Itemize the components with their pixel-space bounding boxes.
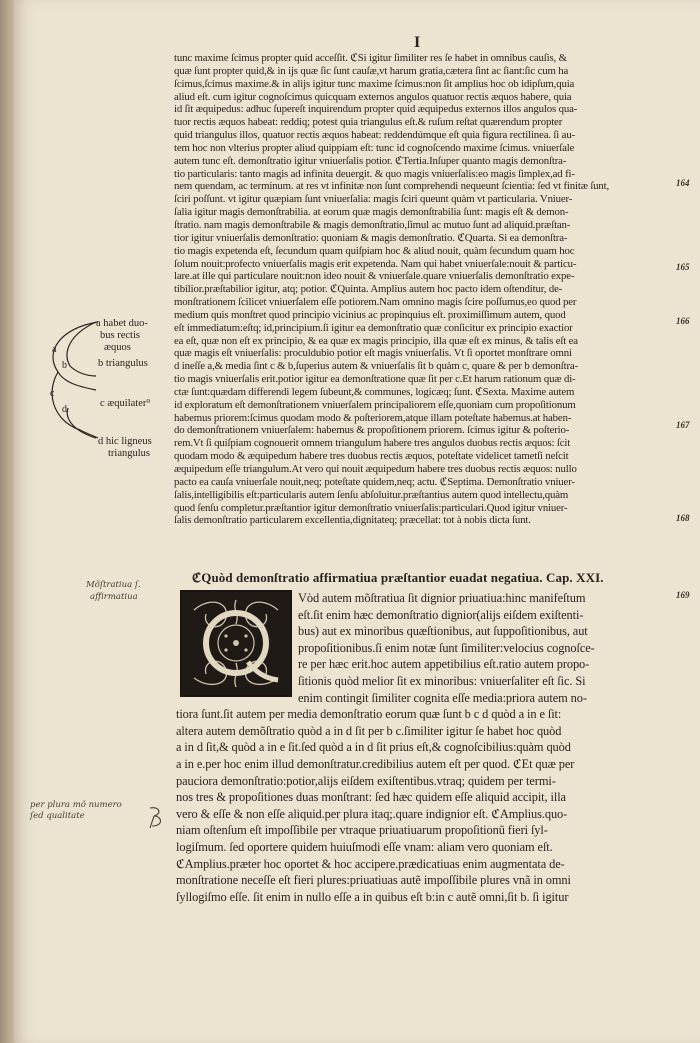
handwritten-note: per plura mõ numero: [30, 800, 122, 810]
text-line: id exploratum eſt demonſtrationem vniuerſalem principaliorem eſſe,quoniam cum propoſitionum: [174, 398, 576, 411]
text-line: tio magis expetenda eſt, ſecundum quam quiſpiam hoc & aliud nouit, quàm ſecundum quam hoc: [174, 244, 575, 257]
text-line: nos tres & propoſitiones duas monſtrant: ſed hæc quidem eſſe aliquid accipit, illa: [176, 790, 566, 805]
text-line: pacto ea cauſa vniuerſale nouit,neq; poteſtate quidem,neq; actu. ℭSeptima. Demonſtratio vniuer-: [174, 475, 575, 488]
margin-number: 169: [676, 590, 690, 600]
text-line: vero & eſſe & non eſſe aliquid.per plura itaq;.quare indignior eſt. ℭAmplius.quo-: [176, 806, 568, 821]
text-line: quæ ſunt propter quid,& in ijs quæ ſic ſunt cauſæ,vt harum gratia,cætera ſint ac ſiant:ſic cum ha: [174, 64, 569, 77]
text-line: ℭAmplius.præter hoc oportet & hoc accipere.prædicatiuas enim augmentata de-: [176, 856, 565, 871]
margin-number: 166: [676, 316, 690, 326]
text-line: lare.at ille qui particulare nouit:non ideo nouit & vniuerſale.quare vniuerſalis demonſtratio expe-: [174, 270, 575, 283]
text-line: a in e.per hoc enim illud demonſtratur.credibilius autem eſt per quod. ℭEt quæ per: [176, 756, 575, 771]
margin-number: 164: [676, 178, 690, 188]
text-line: ea eſt, quæ non eſt ex principio, & ea quæ ex magis principio, illa quæ eſt ex minus, & talis eſt ea: [174, 334, 578, 347]
text-line: a in d ſit,& quòd a in e ſit.ſed quòd a in d ſit prius eſt,& cognoſcibilius:quàm quòd: [176, 740, 571, 755]
handwritten-note: Mõſtratiua ſ.: [86, 580, 141, 590]
text-line: ſitionis quòd melior ſit ex minoribus: vniuerſaliter eſt ſic. Si: [298, 673, 586, 688]
text-line: monſtratione neceſſe eſt fieri plures:priuatiuas autẽ impoſſibile plures vnã in omni: [176, 873, 571, 888]
text-line: do demonſtrationem vniuerſalem: habemus & propoſitionem priorem. ſcimus igitur & poſterio-: [174, 424, 570, 437]
text-line: tem hoc non vlterius propter aliud quippiam eſt: tunc id cognoſcendo maxime ſcimus. vniuerſale: [174, 141, 575, 154]
text-line: monſtrationem ſcilicet vniuerſalem eſſe potiorem.Nam omnino magis ſcire poſſumus,eo quod per: [174, 296, 577, 309]
text-line: altera autem demõſtratio quòd a in d ſit per b c.ſimiliter igitur ſe habet hoc quòd: [176, 723, 562, 738]
text-line: ſciri poſſunt. vt igitur quæpiam ſunt vniuerſalia: magis ſciri queunt quàm vt particularia. Vniuer-: [174, 193, 573, 206]
text-line: logiſmum. ſed oportere quidem huiuſmodi eſſe vnam: aliam vero quoniam eſt.: [176, 839, 553, 854]
diagram-letter: c: [50, 388, 55, 399]
margin-number: 165: [676, 262, 690, 272]
diagram-letter: b: [62, 360, 67, 371]
text-line: tibilior.præſtabilior igitur, atq; potior. ℭQuinta. Amplius autem hoc pacto idem oſtenditur, de-: [174, 283, 563, 296]
text-line: eſt.ſit enim hæc demonſtratio dignior(alijs eiſdem exiſtenti-: [298, 607, 584, 622]
text-line: quodam modo & æquipedum habere tres duobus rectis æquos, poteſtate videlicet tametſi neſcit: [174, 450, 569, 463]
text-line: id ſit æquipedus: adhuc ſupereſt inquirendum propter quid æquipedus externos illos angulos qua-: [174, 103, 578, 116]
text-line: autem tunc eſt. demonſtratio igitur vniuerſalis potior. ℭTertia.Inſuper quanto magis demonſtra-: [174, 154, 567, 167]
manuscript-flourish-icon: [146, 804, 168, 830]
diagram-label: b triangulus: [98, 358, 148, 369]
chapter-heading: ℭQuòd demonſtratio affirmatiua præſtantior euadat negatiua. Cap. XXI.: [192, 570, 604, 585]
text-line: tuor rectis æquos habeat: reddiq; potest quia triangulus eſt.& ruſum reſtat quærendum propter: [174, 116, 563, 129]
text-line: propoſitionibus.ſi enim notæ ſunt ſimiliter:velocius cognoſce-: [298, 640, 595, 655]
text-line: ſyllogiſmo eſſe. ſit enim in nullo eſſe a in quibus eſt b:in c autẽ omni,ſit b. ſi igitur: [176, 889, 569, 904]
text-line: quid triangulus illos, quatuor rectis æquos habeat: reddendúmque eſt quia figura rectilinea. ſi au-: [174, 129, 576, 142]
margin-number: 168: [676, 513, 690, 523]
diagram-label: æquos: [104, 342, 131, 353]
text-line: ſalis demonſtratio particularem excellentia,dignitateq; præcellat: tot à nobis dicta ſunt.: [174, 514, 531, 527]
text-line: bus) aut ex minoribus quæſtionibus, aut ſuppoſitionibus, aut: [298, 624, 588, 639]
text-line: tio particularis: tanto magis ad infinita deuergit. & quo magis vniuerſalis:eo magis ſimplex,ad fi-: [174, 167, 575, 180]
text-line: nem quendam, ac terminum. at res vt infinitæ non ſunt comprehendi nequeunt ſcientia: ſed vt finitæ ſunt,: [174, 180, 610, 193]
chapter-text: [176, 590, 676, 905]
text-line: ctæ ſunt:quædam differendi legem ſubeunt,& communes, logicæq; ſunt. ℭSexta. Maxime autem: [174, 385, 575, 398]
text-line: eſt immediatum:eſtq; id,principium.ſi igitur ea demonſtratio quæ conſicitur ex principio exactior: [174, 321, 573, 334]
text-line: tior igitur vniuerſalis demonſtratio: quoniam & magis demonſtratio. ℭQuarta. Si ea demonſtra-: [174, 231, 568, 244]
text-line: re per hæc erit.hoc autem appetibilius eſt.ratio autem propo-: [298, 657, 590, 672]
diagram-label: c æquilater⁹: [100, 398, 151, 409]
text-line: d ineſſe a,& media ſint c & b,ſuperius autem & vniuerſalis ſit b quàm c, quare & per b demonſtra-: [174, 360, 579, 373]
diagram-letter: a: [52, 344, 57, 355]
text-line: tio magis vniuerſalis erit.potior igitur ea demonſtratione quæ ſit per c.Et harum rationum quæ di-: [174, 373, 576, 386]
text-line: æquipedum eſſe triangulum.At vero qui nouit æquipedum habere tres duobus rectis æquos: nullo: [174, 463, 577, 475]
text-line: tunc maxime ſcimus propter quid acceſſit. ℭSi igitur ſimiliter res ſe habet in omnibus cauſis, &: [174, 52, 567, 64]
diagram-label: triangulus: [108, 448, 150, 459]
text-line: ſtratio. nam magis demonſtrabile & magis demonſtratio,ſimul ac mutuo ſunt ad aliquid.præſtan-: [174, 218, 571, 231]
text-line: ſalis,intelligibilis eſt:particularis autem ſenſu abſoluitur.præſtantius autem quod intellectu,quàm: [174, 488, 569, 501]
text-line: medium quis monſtret quod principio vicinius ac propinquius eſt. proximiſſimum autem, quod: [174, 308, 566, 321]
text-line: habemus priorem:ſcimus quodam modo & poſteriorem,atque illam poteſtate habemus.at haben-: [174, 411, 572, 424]
triangle-diagram: [40, 312, 170, 472]
folio-number: I: [414, 34, 421, 51]
text-line: Vòd autem mõſtratiua ſit dignior priuatiua:hinc manifeſtum: [298, 591, 586, 605]
text-line: quæ magis eſt vniuerſalis: proculdubio potior eſt magis vniuerſalis. Vt ſi oportet monſtrare omni: [174, 347, 572, 360]
margin-number: 167: [676, 420, 690, 430]
diagram-label: d hic ligneus: [98, 436, 152, 447]
text-line: aliud eſt. cum igitur cognoſcimus quicquam externos angulos quatuor rectis æquos habere, quia: [174, 90, 572, 103]
text-line: ſcimus,ſcimus maxime.& in alijs igitur tunc maxime ſcimus:non ſit amplius hoc ob idipſum,quia: [174, 77, 575, 90]
text-line: pauciora demonſtratio:potior,alijs eiſdem exiſtentibus.vtraq; quidem per termi-: [176, 773, 556, 788]
text-line: enim contingit ſimiliter cognita eſſe media:priora autem no-: [298, 690, 587, 705]
handwritten-note: ſed qualitate: [30, 811, 85, 821]
text-line: rem.Vt ſi quiſpiam cognouerit omnem triangulum habere tres angulos duobus rectis æquos: ſcit: [174, 437, 571, 450]
diagram-label: bus rectis: [100, 330, 140, 341]
text-line: niam oſtenſum eſt impoſſibile per vtraque priuatiuarum propoſitionũ fieri ſyl-: [176, 823, 548, 838]
diagram-letter: d: [62, 404, 67, 415]
text-line: ſalia igitur magis demonſtrabilia. at eorum quæ magis demonſtrabilia ſunt: magis eſt & demon-: [174, 206, 569, 219]
handwritten-note: affirmatiua: [90, 592, 138, 602]
diagram-label: a habet duo-: [96, 318, 148, 329]
text-line: tiora ſunt.ſit autem per media demonſtratio eorum quæ ſunt b c d quòd a in e ſit:: [176, 707, 562, 722]
text-line: ſolum nouit:profecto vniuerſalis magis erit expetenda. Nam qui habet vniuerſale:nouit & particu-: [174, 257, 577, 270]
text-line: quod ſenſu completur.præſtantior igitur demonſtratio vniuerſalis:particulari.Quod igitur vniuer-: [174, 501, 568, 514]
main-paragraph: [174, 52, 674, 527]
